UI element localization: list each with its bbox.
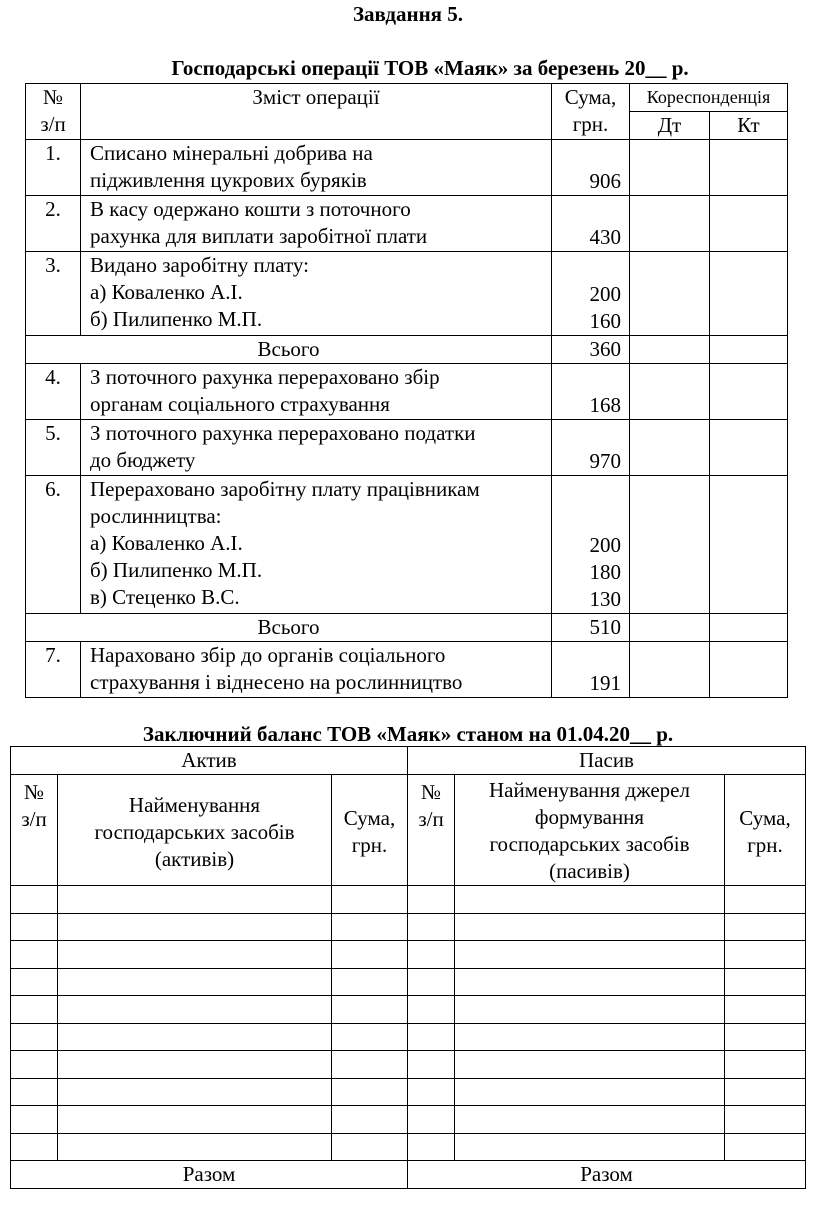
liabilities-name-header: Найменування джерел формування господарських засобів (пасивів) (455, 775, 725, 886)
operation-text-line: Видано заробітну плату: (90, 253, 309, 277)
operation-row (26, 140, 788, 196)
balance-input-cell[interactable] (11, 1133, 58, 1161)
balance-empty-row (11, 1106, 806, 1134)
balance-input-cell[interactable] (725, 1106, 806, 1134)
balance-input-cell[interactable] (332, 1051, 408, 1079)
balance-input-cell[interactable] (11, 996, 58, 1024)
debit-cell (630, 419, 710, 475)
balance-title: Заключний баланс ТОВ «Маяк» станом на 01.04.20__ р. (142, 722, 674, 746)
total-sum: 360 (552, 335, 630, 363)
debit-cell (630, 335, 710, 363)
operation-sum: 906 (589, 169, 621, 193)
operation-sum-cell (552, 196, 630, 252)
balance-empty-row (11, 886, 806, 914)
balance-input-cell[interactable] (332, 913, 408, 941)
operation-sum: 160 (589, 308, 621, 333)
credit-cell (710, 335, 788, 363)
balance-input-cell[interactable] (408, 1023, 455, 1051)
operation-row (26, 363, 788, 419)
balance-input-cell[interactable] (332, 1133, 408, 1161)
balance-input-cell[interactable] (58, 1051, 332, 1079)
balance-input-cell[interactable] (408, 1051, 455, 1079)
balance-input-cell[interactable] (725, 996, 806, 1024)
balance-empty-row (11, 996, 806, 1024)
task-title: Завдання 5. (352, 2, 464, 26)
header-num: № з/п (26, 84, 81, 140)
operation-row (26, 475, 788, 614)
operation-row (26, 196, 788, 252)
operation-sum: 130 (589, 587, 621, 611)
operation-sum-cell (552, 363, 630, 419)
balance-input-cell[interactable] (58, 1078, 332, 1106)
operation-row (26, 419, 788, 475)
balance-empty-row (11, 1133, 806, 1161)
operation-text-line: Перераховано заробітну плату працівникам (90, 476, 480, 501)
balance-input-cell[interactable] (408, 968, 455, 996)
debit-cell (630, 252, 710, 336)
balance-input-cell[interactable] (58, 1133, 332, 1161)
liabilities-num-header: № з/п (408, 775, 455, 886)
assets-header: Актив (11, 747, 408, 775)
header-credit: Кт (710, 112, 788, 140)
debit-cell (630, 475, 710, 614)
balance-empty-row (11, 1078, 806, 1106)
operation-num: 2. (26, 196, 81, 252)
total-row (26, 614, 788, 642)
debit-cell (630, 642, 710, 698)
operation-text-line: Списано мінеральні добрива на (90, 141, 373, 165)
credit-cell (710, 196, 788, 252)
operation-text-line: рахунка для виплати заробітної плати (90, 224, 428, 248)
credit-cell (710, 475, 788, 614)
balance-input-cell[interactable] (455, 913, 725, 941)
operation-text-line: в) Стеценко В.С. (90, 584, 240, 609)
operation-text-line: З поточного рахунка перераховано збір (90, 364, 440, 389)
balance-empty-row (11, 913, 806, 941)
operation-sum: 168 (589, 392, 621, 417)
debit-cell (630, 196, 710, 252)
balance-input-cell[interactable] (11, 1023, 58, 1051)
balance-input-cell[interactable] (332, 968, 408, 996)
balance-input-cell[interactable] (725, 941, 806, 969)
balance-input-cell[interactable] (332, 1078, 408, 1106)
assets-name-header: Найменування господарських засобів (активів) (58, 775, 332, 886)
operation-row (26, 642, 788, 698)
operation-sum: 200 (589, 533, 621, 557)
balance-input-cell[interactable] (408, 913, 455, 941)
credit-cell (710, 363, 788, 419)
assets-num-header: № з/п (11, 775, 58, 886)
balance-input-cell[interactable] (58, 968, 332, 996)
operations-title: Господарські операції ТОВ «Маяк» за березень 20__ р. (171, 56, 689, 80)
debit-cell (630, 614, 710, 642)
operation-content (81, 475, 552, 614)
header-correspondence: Кореспонденція (630, 84, 788, 112)
operation-num: 7. (26, 642, 81, 698)
balance-input-cell[interactable] (408, 941, 455, 969)
operation-text-line: З поточного рахунка перераховано податки (90, 420, 476, 445)
balance-input-cell[interactable] (455, 996, 725, 1024)
debit-cell (630, 363, 710, 419)
operation-sum: 970 (589, 448, 621, 473)
balance-empty-row (11, 1023, 806, 1051)
balance-input-cell[interactable] (455, 1133, 725, 1161)
balance-empty-row (11, 941, 806, 969)
credit-cell (710, 419, 788, 475)
operation-text-line: а) Коваленко А.І. (90, 530, 243, 555)
balance-input-cell[interactable] (11, 1078, 58, 1106)
balance-input-cell[interactable] (58, 996, 332, 1024)
balance-input-cell[interactable] (455, 1106, 725, 1134)
header-content: Зміст операції (81, 84, 552, 140)
operation-sum: 200 (589, 281, 621, 306)
operation-sum: 430 (589, 225, 621, 249)
operation-num: 5. (26, 419, 81, 475)
operation-text-line: Нараховано збір до органів соціального (90, 643, 446, 667)
balance-input-cell[interactable] (455, 941, 725, 969)
balance-input-cell[interactable] (455, 1078, 725, 1106)
operation-sum-cell (552, 642, 630, 698)
operation-sum: 180 (589, 560, 621, 584)
balance-input-cell[interactable] (725, 1078, 806, 1106)
operation-num: 4. (26, 363, 81, 419)
operation-text-line: підживлення цукрових буряків (90, 168, 367, 192)
balance-empty-row (11, 968, 806, 996)
debit-cell (630, 140, 710, 196)
balance-input-cell[interactable] (11, 968, 58, 996)
credit-cell (710, 140, 788, 196)
balance-input-cell[interactable] (455, 968, 725, 996)
balance-input-cell[interactable] (725, 1023, 806, 1051)
balance-input-cell[interactable] (11, 913, 58, 941)
credit-cell (710, 614, 788, 642)
balance-input-cell[interactable] (332, 886, 408, 914)
total-row (26, 335, 788, 363)
balance-input-cell[interactable] (11, 886, 58, 914)
balance-input-cell[interactable] (408, 996, 455, 1024)
operation-text-line: В касу одержано кошти з поточного (90, 197, 411, 221)
operation-content (81, 419, 552, 475)
header-sum: Сума, грн. (552, 84, 630, 140)
balance-input-cell[interactable] (58, 913, 332, 941)
liabilities-sum-header: Сума, грн. (725, 775, 806, 886)
balance-table (10, 746, 806, 1189)
operations-table (25, 83, 788, 698)
operation-content (81, 196, 552, 252)
operation-row (26, 252, 788, 336)
operation-text-line: до бюджету (90, 447, 196, 472)
balance-input-cell[interactable] (408, 886, 455, 914)
header-debit: Дт (630, 112, 710, 140)
balance-input-cell[interactable] (332, 1106, 408, 1134)
balance-input-cell[interactable] (408, 1133, 455, 1161)
balance-input-cell[interactable] (408, 1106, 455, 1134)
balance-input-cell[interactable] (455, 886, 725, 914)
balance-input-cell[interactable] (58, 1023, 332, 1051)
balance-empty-row (11, 1051, 806, 1079)
credit-cell (710, 642, 788, 698)
operation-content (81, 642, 552, 698)
assets-total: Разом (11, 1161, 408, 1189)
operation-text-line: страхування і віднесено на рослинництво (90, 670, 463, 694)
operation-text-line: а) Коваленко А.І. (90, 280, 243, 304)
operation-sum-cell (552, 140, 630, 196)
operation-sum-cell (552, 475, 630, 614)
operation-text-line: б) Пилипенко М.П. (90, 307, 263, 331)
balance-input-cell[interactable] (332, 996, 408, 1024)
operation-content (81, 363, 552, 419)
liabilities-header: Пасив (408, 747, 806, 775)
liabilities-total: Разом (408, 1161, 806, 1189)
operation-sum-cell (552, 252, 630, 336)
operation-content (81, 140, 552, 196)
operation-num: 6. (26, 475, 81, 614)
total-label: Всього (26, 335, 552, 363)
assets-sum-header: Сума, грн. (332, 775, 408, 886)
balance-input-cell[interactable] (58, 1106, 332, 1134)
operation-num: 3. (26, 252, 81, 336)
balance-input-cell[interactable] (725, 968, 806, 996)
operation-text-line: рослинництва: (90, 503, 222, 528)
credit-cell (710, 252, 788, 336)
operation-sum: 191 (589, 671, 621, 695)
balance-input-cell[interactable] (725, 1133, 806, 1161)
operation-text-line: б) Пилипенко М.П. (90, 557, 263, 582)
operation-sum-cell (552, 419, 630, 475)
operation-text-line: органам соціального страхування (90, 391, 390, 416)
operation-num: 1. (26, 140, 81, 196)
balance-input-cell[interactable] (408, 1078, 455, 1106)
balance-input-cell[interactable] (11, 1051, 58, 1079)
balance-input-cell[interactable] (725, 913, 806, 941)
balance-input-cell[interactable] (58, 886, 332, 914)
balance-input-cell[interactable] (455, 1023, 725, 1051)
balance-input-cell[interactable] (725, 1051, 806, 1079)
total-label: Всього (26, 614, 552, 642)
balance-input-cell[interactable] (58, 941, 332, 969)
balance-input-cell[interactable] (11, 941, 58, 969)
balance-input-cell[interactable] (332, 941, 408, 969)
total-sum: 510 (552, 614, 630, 642)
operation-content (81, 252, 552, 336)
balance-input-cell[interactable] (11, 1106, 58, 1134)
balance-input-cell[interactable] (725, 886, 806, 914)
balance-input-cell[interactable] (455, 1051, 725, 1079)
balance-input-cell[interactable] (332, 1023, 408, 1051)
